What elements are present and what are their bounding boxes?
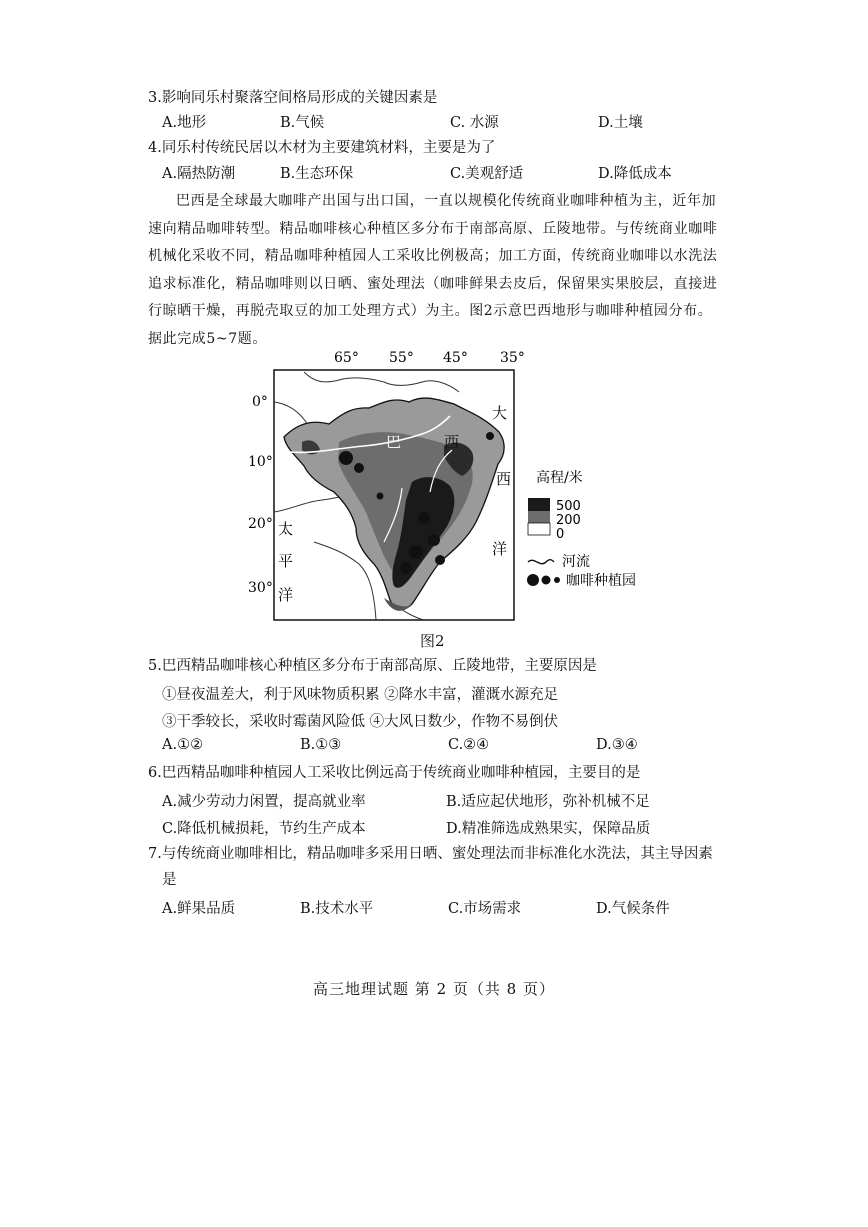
pacific-label-2: 平: [278, 552, 294, 570]
q4-option-b: B.生态环保: [280, 166, 354, 182]
passage-line: 据此完成5~7题。: [148, 330, 267, 347]
question-4-options: [162, 162, 722, 182]
question-7-stem-continued: 是: [162, 872, 177, 888]
legend-plantation-small-icon: [554, 577, 560, 583]
question-5-stem: 5.巴西精品咖啡核心种植区多分布于南部高原、丘陵地带，主要原因是: [148, 658, 597, 674]
q7-option-d: D.气候条件: [596, 901, 670, 917]
lat-label-0: 0°: [252, 394, 268, 410]
question-7-options: [162, 897, 722, 917]
q4-option-c: C.美观舒适: [450, 166, 524, 182]
lat-label-30: 30°: [248, 580, 273, 596]
plantation-dot: [339, 451, 353, 465]
passage-line: 行晾晒干燥，再脱壳取豆的加工处理方式）为主。图2示意巴西地形与咖啡种植园分布。: [148, 303, 713, 319]
reading-passage: [148, 188, 718, 353]
map-legend: [527, 469, 636, 589]
plantation-dot: [418, 512, 430, 524]
legend-swatch-mid: [528, 511, 550, 523]
legend-river-icon: [528, 560, 554, 564]
question-5-statements-1: ①昼夜温差大，利于风味物质积累 ②降水丰富，灌溉水源充足: [162, 687, 559, 703]
q6-option-b: B.适应起伏地形，弥补机械不足: [446, 794, 650, 810]
q7-option-c: C.市场需求: [448, 901, 522, 917]
question-4-stem: 4.同乐村传统民居以木材为主要建筑材料，主要是为了: [148, 140, 496, 156]
question-6-stem: 6.巴西精品咖啡种植园人工采收比例远高于传统商业咖啡种植园，主要目的是: [148, 765, 641, 781]
lat-label-10: 10°: [248, 454, 273, 470]
lon-label-55: 55°: [389, 350, 414, 366]
lon-label-35: 35°: [500, 350, 525, 366]
atlantic-label-1: 大: [492, 404, 508, 422]
legend-level-500: 500: [556, 499, 581, 514]
legend-river-label: 河流: [562, 554, 590, 570]
brazil-terrain-coffee-map: [244, 342, 664, 632]
question-5-statements-2: ③干季较长，采收时霉菌风险低 ④大风日数少，作物不易倒伏: [162, 714, 559, 730]
q3-option-d: D.土壤: [598, 115, 643, 131]
q6-option-c: C.降低机械损耗，节约生产成本: [162, 821, 366, 837]
q6-option-a: A.减少劳动力闲置，提高就业率: [162, 794, 366, 810]
q3-option-b: B.气候: [280, 115, 325, 131]
legend-plantation-label: 咖啡种植园: [566, 573, 636, 589]
lon-label-65: 65°: [334, 350, 359, 366]
atlantic-label-3: 洋: [492, 540, 508, 558]
passage-line: 巴西是全球最大咖啡产出国与出口国，一直以规模化传统商业咖啡种植为主，近年加: [176, 193, 717, 209]
q5-option-b: B.①③: [300, 737, 342, 753]
question-6-options-row-2: [162, 817, 722, 837]
question-7-stem: 7.与传统商业咖啡相比，精品咖啡多采用日晒、蜜处理法而非标准化水洗法，其主导因素: [148, 846, 713, 862]
plantation-dot: [409, 545, 423, 559]
plantation-dot: [428, 534, 440, 546]
q4-option-d: D.降低成本: [598, 166, 672, 182]
legend-title: 高程/米: [536, 470, 583, 486]
q3-option-a: A.地形: [162, 115, 207, 131]
pacific-label-3: 洋: [278, 586, 294, 604]
lon-label-45: 45°: [443, 350, 468, 366]
passage-line: 追求标准化，精品咖啡则以日晒、蜜处理法（咖啡鲜果去皮后，保留果实果胶层，直接进: [148, 275, 718, 292]
page-footer: 高三地理试题 第 2 页（共 8 页）: [313, 980, 555, 998]
plantation-dot: [354, 463, 364, 473]
legend-level-200: 200: [556, 513, 581, 528]
plantation-dot: [435, 555, 445, 565]
pacific-label-1: 太: [278, 520, 294, 538]
q7-option-a: A.鲜果品质: [162, 901, 236, 917]
brazil-label-ba: 巴: [386, 433, 402, 451]
q6-option-d: D.精准筛选成熟果实，保障品质: [446, 821, 651, 837]
legend-plantation-medium-icon: [542, 576, 551, 585]
plantation-dot: [486, 432, 494, 440]
plantation-dot: [377, 493, 384, 500]
q7-option-b: B.技术水平: [300, 901, 374, 917]
q3-option-c: C. 水源: [450, 115, 499, 131]
passage-line: 机械化采收不同，精品咖啡种植园人工采收比例极高；加工方面，传统商业咖啡以水洗法: [148, 248, 718, 264]
legend-swatch-low: [528, 523, 550, 535]
question-3-stem: 3.影响同乐村聚落空间格局形成的关键因素是: [148, 90, 438, 106]
legend-plantation-large-icon: [527, 574, 539, 586]
q5-option-d: D.③④: [596, 737, 638, 753]
passage-line: 速向精品咖啡转型。精品咖啡核心种植区多分布于南部高原、丘陵地带。与传统商业咖啡: [148, 220, 718, 237]
brazil-label-xi: 西: [444, 433, 460, 451]
legend-level-0: 0: [556, 527, 565, 542]
figure-caption: 图2: [420, 632, 445, 650]
legend-swatch-high: [528, 498, 550, 511]
q5-option-a: A.①②: [162, 737, 204, 753]
question-3-options: [162, 111, 722, 131]
plantation-dot: [400, 562, 412, 574]
q5-option-c: C.②④: [448, 737, 490, 753]
question-5-options: [162, 737, 722, 757]
q4-option-a: A.隔热防潮: [162, 166, 236, 182]
question-6-options-row-1: [162, 790, 722, 810]
atlantic-label-2: 西: [496, 470, 512, 488]
lat-label-20: 20°: [248, 516, 273, 532]
